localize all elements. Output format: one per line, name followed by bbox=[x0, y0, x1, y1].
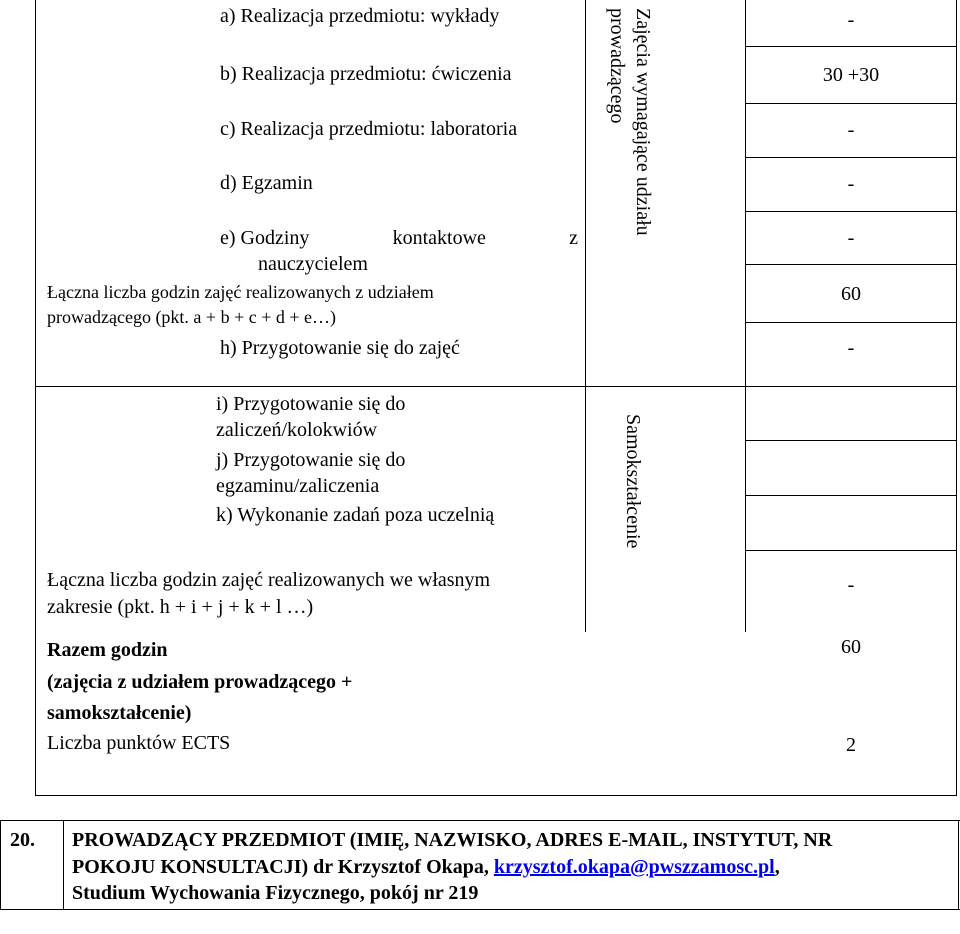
self-study-label: Samokształcenie bbox=[622, 414, 644, 549]
razem-label-line1: Razem godzin bbox=[47, 639, 168, 661]
row-d-label: d) Egzamin bbox=[220, 172, 313, 194]
instructor-email-link[interactable]: krzysztof.okapa@pwszzamosc.pl bbox=[493, 856, 775, 878]
section20-line1: PROWADZĄCY PRZEDMIOT (IMIĘ, NAZWISKO, ADRES E-MAIL, INSTYTUT, NR bbox=[72, 829, 833, 851]
value-a: - bbox=[847, 9, 855, 31]
value-column-divider bbox=[745, 0, 746, 632]
row-e-label bbox=[220, 226, 578, 250]
section-divider bbox=[35, 386, 957, 387]
value-c: - bbox=[847, 119, 855, 141]
label-column-divider bbox=[585, 0, 586, 632]
row-h-label: h) Przygotowanie się do zajęć bbox=[220, 337, 460, 359]
value-d: - bbox=[847, 173, 855, 195]
value-row-separator bbox=[745, 322, 957, 323]
row-k-label: k) Wykonanie zadań poza uczelnią bbox=[216, 504, 495, 526]
table-left-border bbox=[35, 0, 36, 796]
value-row-separator bbox=[745, 46, 957, 47]
section20-right-border bbox=[958, 820, 959, 910]
row-i-label-line2: zaliczeń/kolokwiów bbox=[216, 419, 378, 441]
row-e-part3: z bbox=[569, 227, 578, 249]
contact-hours-label-line1: Zajęcia wymagające udziału bbox=[632, 8, 654, 236]
row-e-part1: e) Godziny bbox=[220, 227, 310, 249]
section20-bottom-border bbox=[0, 909, 960, 910]
row-j-label-line2: egzaminu/zaliczenia bbox=[216, 475, 380, 497]
section20-line2 bbox=[72, 855, 780, 879]
table-bottom-border bbox=[35, 795, 957, 796]
ects-label: Liczba punktów ECTS bbox=[47, 732, 231, 754]
row-a-label: a) Realizacja przedmiotu: wykłady bbox=[220, 5, 500, 27]
value-row-separator bbox=[745, 264, 957, 265]
value-e: - bbox=[847, 227, 855, 249]
value-row-separator bbox=[745, 495, 957, 496]
value-row-separator bbox=[745, 157, 957, 158]
value-h: - bbox=[847, 337, 855, 359]
row-e-label-line2: nauczycielem bbox=[258, 253, 368, 275]
total-contact-label-line1: Łączna liczba godzin zajęć realizowanych z udziałem bbox=[47, 282, 434, 302]
value-total-self: - bbox=[847, 574, 855, 596]
contact-hours-vertical-label bbox=[604, 8, 656, 236]
razem-label-line2: (zajęcia z udziałem prowadzącego + bbox=[47, 671, 353, 693]
section20-line2-prefix: POKOJU KONSULTACJI) dr Krzysztof Okapa, bbox=[72, 856, 494, 878]
section20-top-border bbox=[0, 820, 960, 821]
section20-number: 20. bbox=[10, 829, 35, 851]
row-i-label-line1: i) Przygotowanie się do bbox=[216, 393, 406, 415]
section20-left-border bbox=[0, 820, 1, 910]
table-right-border bbox=[956, 0, 957, 796]
value-ects: 2 bbox=[846, 734, 856, 756]
value-row-separator bbox=[745, 550, 957, 551]
contact-hours-label-line2: prowadzącego bbox=[606, 8, 628, 124]
row-j-label-line1: j) Przygotowanie się do bbox=[216, 449, 406, 471]
value-row-separator bbox=[745, 211, 957, 212]
value-row-separator bbox=[745, 103, 957, 104]
row-b-label: b) Realizacja przedmiotu: ćwiczenia bbox=[220, 63, 512, 85]
total-self-label-line1: Łączna liczba godzin zajęć realizowanych we własnym bbox=[47, 569, 491, 591]
total-self-label-line2: zakresie (pkt. h + i + j + k + l …) bbox=[47, 596, 314, 618]
row-c-label: c) Realizacja przedmiotu: laboratoria bbox=[220, 118, 518, 140]
total-contact-label-line2: prowadzącego (pkt. a + b + c + d + e…) bbox=[47, 307, 337, 327]
value-row-separator bbox=[745, 440, 957, 441]
self-study-vertical-label bbox=[620, 414, 646, 548]
razem-label-line3: samokształcenie) bbox=[47, 702, 192, 724]
section20-line3: Studium Wychowania Fizycznego, pokój nr 219 bbox=[72, 882, 479, 904]
row-e-part2: kontaktowe bbox=[392, 227, 486, 249]
value-razem: 60 bbox=[841, 636, 861, 658]
value-b: 30 +30 bbox=[822, 64, 880, 86]
section20-line2-suffix: , bbox=[774, 856, 780, 878]
value-total-contact: 60 bbox=[841, 283, 861, 305]
section20-number-divider bbox=[63, 820, 64, 910]
